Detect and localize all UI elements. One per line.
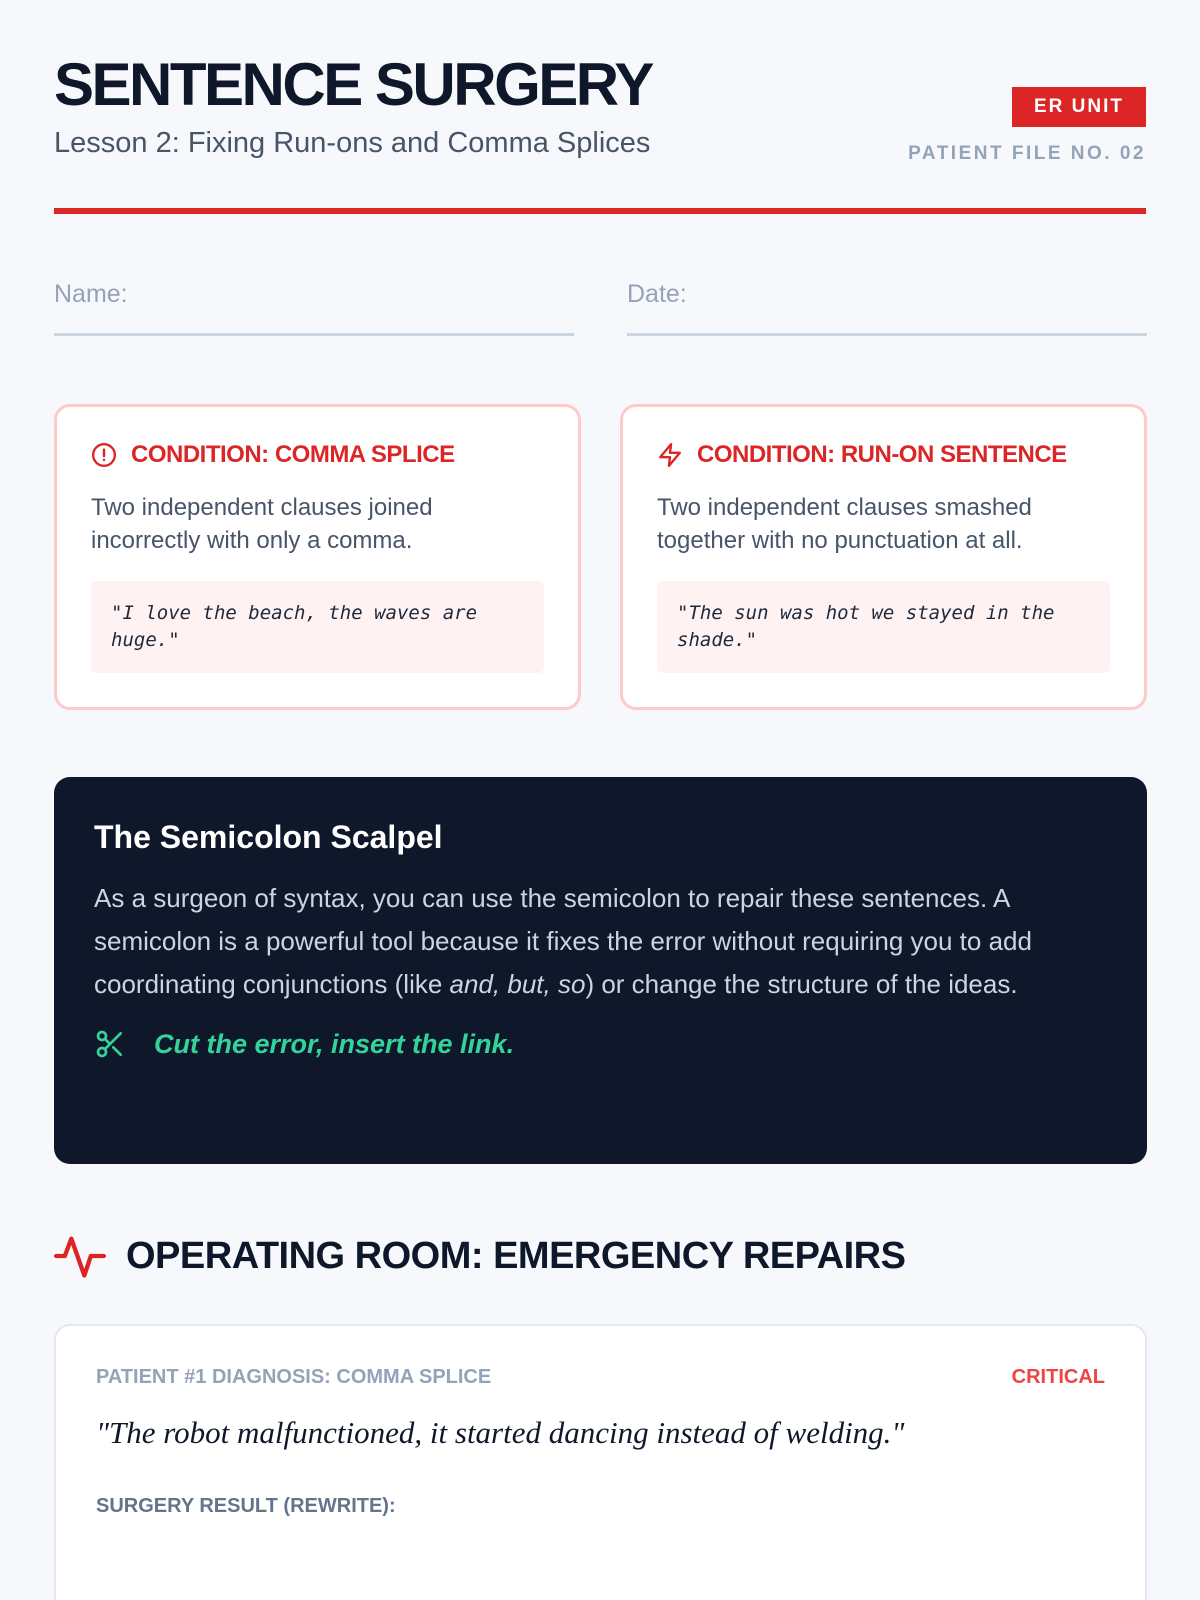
condition-heading — [91, 441, 544, 469]
scalpel-body-emphasis: and, but, so — [449, 969, 586, 999]
condition-example: "I love the beach, the waves are huge." — [91, 581, 544, 673]
date-field[interactable] — [627, 282, 1147, 336]
patient-header-row — [96, 1366, 1105, 1389]
condition-description: Two independent clauses smashed together with no punctuation at all. — [657, 494, 1032, 554]
operating-room-heading — [54, 1230, 905, 1282]
lightning-icon — [657, 442, 683, 468]
scissors-icon — [94, 1028, 126, 1060]
condition-heading-text: CONDITION: COMMA SPLICE — [131, 441, 455, 468]
page-title: SENTENCE SURGERY — [54, 51, 652, 118]
condition-heading — [657, 441, 1110, 469]
scalpel-body-before: As a surgeon of syntax, you can use the semicolon to repair these sentences. A semicolon is a powerful tool because it fixes the error without requiring you to add coordinating conjunctions (like — [94, 883, 1032, 999]
operating-room-title: OPERATING ROOM: EMERGENCY REPAIRS — [126, 1234, 906, 1277]
patient-sentence: "The robot malfunctioned, it started dancing instead of welding." — [96, 1415, 905, 1450]
scalpel-title: The Semicolon Scalpel — [94, 819, 443, 855]
er-unit-badge: ER UNIT — [1012, 87, 1146, 127]
condition-description: Two independent clauses joined incorrectly with only a comma. — [91, 494, 433, 554]
date-label: Date: — [627, 280, 687, 308]
scalpel-tagline — [94, 1028, 1107, 1060]
condition-card-run-on — [620, 404, 1147, 710]
condition-card-comma-splice — [54, 404, 581, 710]
patient-diagnosis: PATIENT #1 DIAGNOSIS: COMMA SPLICE — [96, 1366, 492, 1388]
name-label: Name: — [54, 280, 128, 308]
condition-example: "The sun was hot we stayed in the shade." — [657, 581, 1110, 673]
header — [54, 0, 1146, 214]
scalpel-body — [94, 877, 1107, 1006]
patient-card — [54, 1324, 1147, 1600]
patient-file-number: PATIENT FILE NO. 02 — [908, 143, 1146, 164]
page-subtitle: Lesson 2: Fixing Run-ons and Comma Splices — [54, 127, 651, 159]
heartbeat-icon — [54, 1230, 106, 1282]
rewrite-label: SURGERY RESULT (REWRITE): — [96, 1495, 396, 1517]
scalpel-tagline-text: Cut the error, insert the link. — [154, 1028, 515, 1059]
condition-heading-text: CONDITION: RUN-ON SENTENCE — [697, 441, 1067, 468]
patient-status-badge: CRITICAL — [1011, 1366, 1105, 1388]
semicolon-scalpel-panel — [54, 777, 1147, 1164]
alert-circle-icon — [91, 442, 117, 468]
name-field[interactable] — [54, 282, 574, 336]
scalpel-body-after: ) or change the structure of the ideas. — [585, 969, 1018, 999]
